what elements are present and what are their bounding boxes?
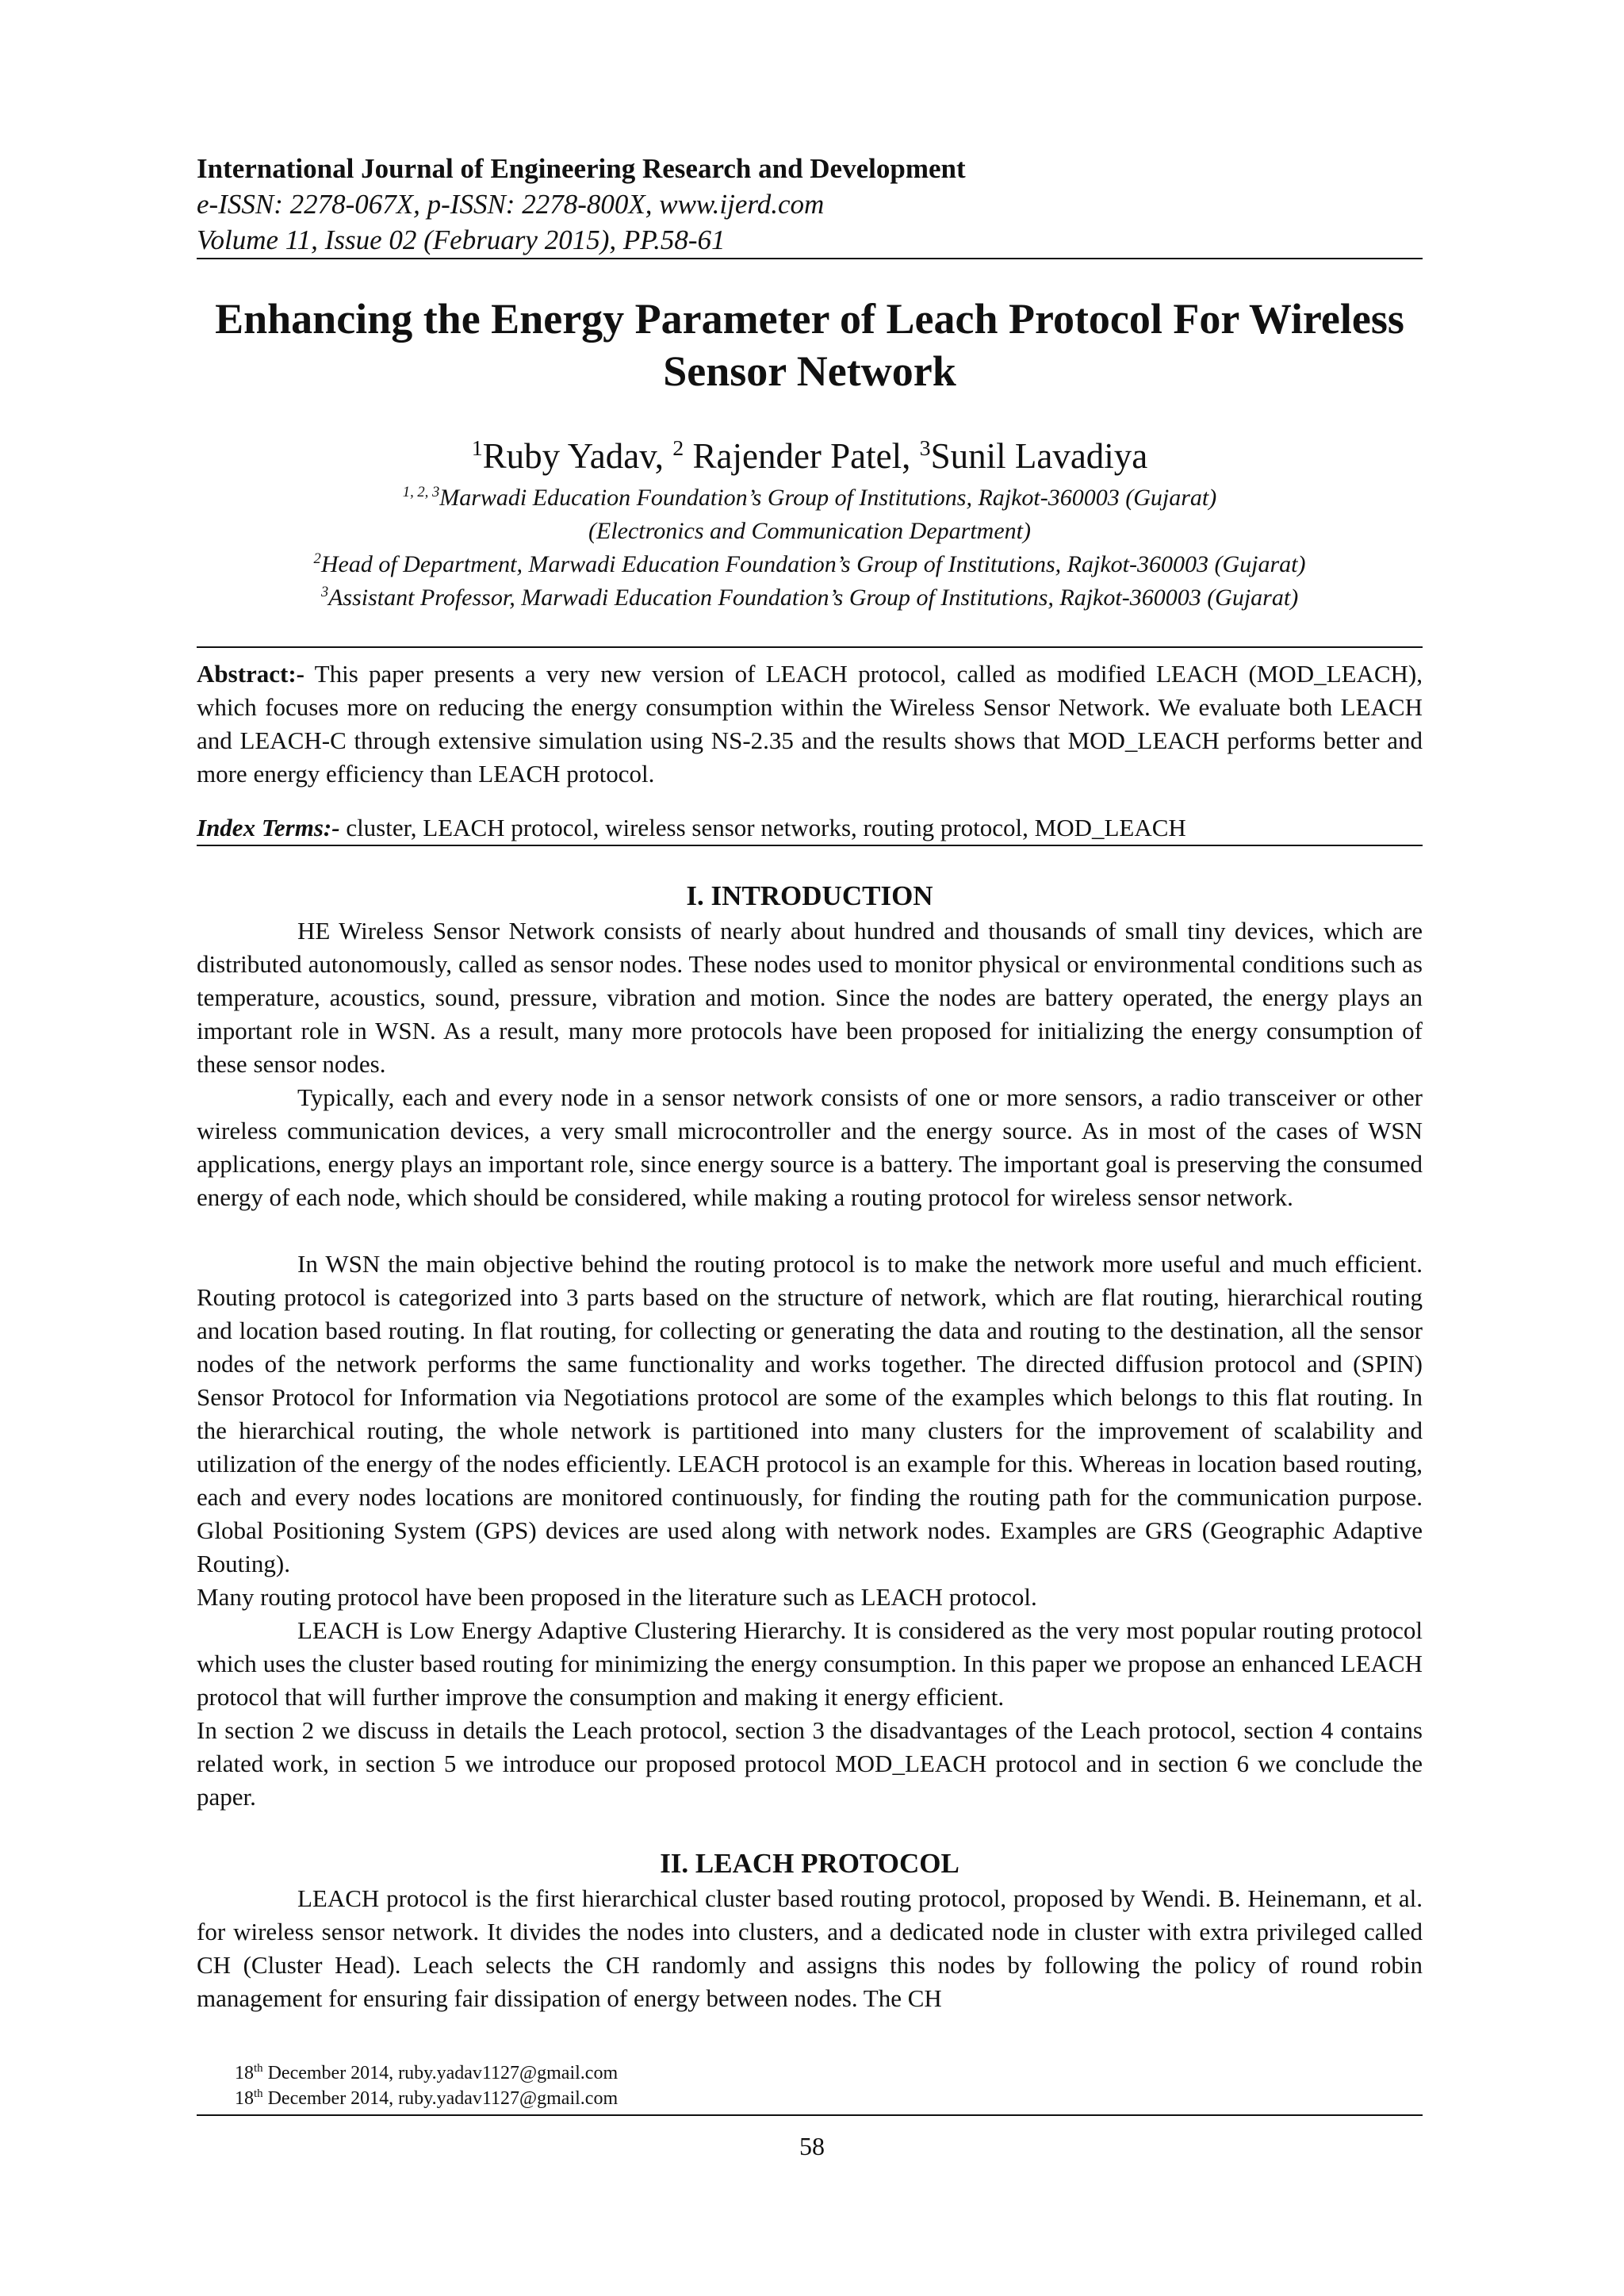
footnote-sup: th bbox=[254, 2087, 263, 2100]
abstract-text: This paper presents a very new version of LEACH protocol, called as modified LEACH (MOD_LEACH), which focuses more on reducing the energy consumption within the Wireless Sensor Network. We evaluate both LEACH and LEACH-C through extensive simulation using NS-2.35 and the results shows that MOD_LEACH performs better and more energy efficiency than LEACH protocol. bbox=[197, 660, 1423, 788]
paragraph: In WSN the main objective behind the routing protocol is to make the network more useful and much efficient. Routing protocol is categorized into 3 parts based on the structure of network, which are flat routing, hierarchical routing and location based routing. In flat routing, for collecting or generating the data and routing to the destination, all the sensor nodes of the network performs the same functionality and works together. The directed diffusion protocol and (SPIN) Sensor Protocol for Information via Negotiations protocol are some of the examples which belongs to this flat routing. In the hierarchical routing, the whole network is partitioned into many clusters for the improvement of scalability and utilization of the energy of the nodes efficiently. LEACH protocol is an example for this. Whereas in location based routing, each and every nodes locations are monitored continuously, for finding the routing path for the communication purpose. Global Positioning System (GPS) devices are used along with network nodes. Examples are GRS (Geographic Adaptive Routing). bbox=[197, 1250, 1423, 1577]
footnote-text: December 2014, ruby.yadav1127@gmail.com bbox=[262, 2088, 619, 2109]
paper-title bbox=[197, 293, 1423, 397]
footnotes bbox=[197, 2060, 1423, 2116]
keywords-rule bbox=[197, 845, 1423, 846]
title-line-2: Sensor Network bbox=[663, 347, 956, 395]
footnote-sup: th bbox=[254, 2062, 263, 2075]
author-3: Sunil Lavadiya bbox=[930, 436, 1148, 476]
affiliation-sup: 1, 2, 3 bbox=[402, 484, 440, 500]
affiliation-text: Head of Department, Marwadi Education Foundation’s Group of Institutions, Rajkot-360003 (Gujarat) bbox=[320, 551, 1306, 577]
index-terms bbox=[197, 811, 1423, 845]
author-2: Rajender Patel, bbox=[684, 436, 920, 476]
author-3-sup: 3 bbox=[919, 436, 931, 461]
affiliation-sup: 3 bbox=[320, 584, 329, 600]
author-list bbox=[197, 434, 1423, 478]
paragraph: LEACH protocol is the first hierarchical cluster based routing protocol, proposed by Wendi. B. Heinemann, et al. for wireless sensor network. It divides the nodes into clusters, and a dedicated node in cluster with extra privileged called CH (Cluster Head). Leach selects the CH randomly and assigns this nodes by following the policy of round robin management for ensuring fair dissipation of energy between nodes. The CH bbox=[197, 1884, 1423, 2012]
volume-line: Volume 11, Issue 02 (February 2015), PP.58-61 bbox=[197, 224, 726, 255]
affiliation-text: Assistant Professor, Marwadi Education Foundation’s Group of Institutions, Rajkot-360003 (Gujarat) bbox=[328, 585, 1299, 611]
index-terms-label: Index Terms:- bbox=[197, 814, 340, 841]
footnote-day: 18 bbox=[235, 2063, 254, 2083]
title-line-1: Enhancing the Energy Parameter of Leach Protocol For Wireless bbox=[215, 295, 1404, 343]
journal-header bbox=[197, 151, 1423, 258]
abstract-label: Abstract:- bbox=[197, 660, 305, 688]
paragraph: In section 2 we discuss in details the Leach protocol, section 3 the disadvantages of the Leach protocol, section 4 contains related work, in section 5 we introduce our proposed protocol MOD_LEACH protocol and in section 6 we conclude the paper. bbox=[197, 1716, 1423, 1811]
affiliation-line bbox=[197, 548, 1423, 581]
footnote-day: 18 bbox=[235, 2088, 254, 2109]
affiliation-sup: 2 bbox=[313, 550, 321, 567]
affiliation-text: (Electronics and Communication Department) bbox=[588, 518, 1031, 544]
paragraph: Typically, each and every node in a sensor network consists of one or more sensors, a radio transceiver or other wireless communication devices, a very small microcontroller and the energy source. As in most of the cases of WSN applications, energy plays an important role, since energy source is a battery. The important goal is preserving the consumed energy of each node, which should be considered, while making a routing protocol for wireless sensor network. bbox=[197, 1083, 1423, 1211]
author-1-sup: 1 bbox=[471, 436, 483, 461]
header-rule bbox=[197, 258, 1423, 259]
affiliation-line bbox=[197, 481, 1423, 515]
footnote bbox=[197, 2060, 1423, 2086]
abstract bbox=[197, 648, 1423, 791]
author-1: Ruby Yadav, bbox=[482, 436, 673, 476]
affiliations bbox=[197, 481, 1423, 615]
affiliation-line bbox=[197, 515, 1423, 548]
affiliation-text: Marwadi Education Foundation’s Group of Institutions, Rajkot-360003 (Gujarat) bbox=[439, 485, 1217, 511]
paragraph: Many routing protocol have been proposed in the literature such as LEACH protocol. bbox=[197, 1583, 1037, 1611]
journal-title: International Journal of Engineering Research and Development bbox=[197, 153, 966, 184]
footer-rule bbox=[197, 2114, 1423, 2116]
section-heading-leach-protocol: II. LEACH PROTOCOL bbox=[660, 1848, 959, 1879]
footnote-text: December 2014, ruby.yadav1127@gmail.com bbox=[262, 2063, 619, 2083]
issn-line: e-ISSN: 2278-067X, p-ISSN: 2278-800X, www.ijerd.com bbox=[197, 189, 825, 220]
footnote bbox=[197, 2086, 1423, 2111]
index-terms-text: cluster, LEACH protocol, wireless sensor networks, routing protocol, MOD_LEACH bbox=[339, 814, 1186, 841]
affiliation-line bbox=[197, 581, 1423, 615]
author-2-sup: 2 bbox=[672, 436, 684, 461]
paragraph: HE Wireless Sensor Network consists of nearly about hundred and thousands of small tiny devices, which are distributed autonomously, called as sensor nodes. These nodes used to monitor physical or environmental conditions such as temperature, acoustics, sound, pressure, vibration and motion. Since the nodes are battery operated, the energy plays an important role in WSN. As a result, many more protocols have been proposed for initializing the energy consumption of these sensor nodes. bbox=[197, 917, 1423, 1078]
paragraph: LEACH is Low Energy Adaptive Clustering Hierarchy. It is considered as the very most popular routing protocol which uses the cluster based routing for minimizing the energy consumption. In this paper we propose an enhanced LEACH protocol that will further improve the consumption and making it energy efficient. bbox=[197, 1616, 1423, 1711]
section-heading-introduction: I. INTRODUCTION bbox=[686, 880, 933, 911]
page-number: 58 bbox=[799, 2132, 825, 2160]
